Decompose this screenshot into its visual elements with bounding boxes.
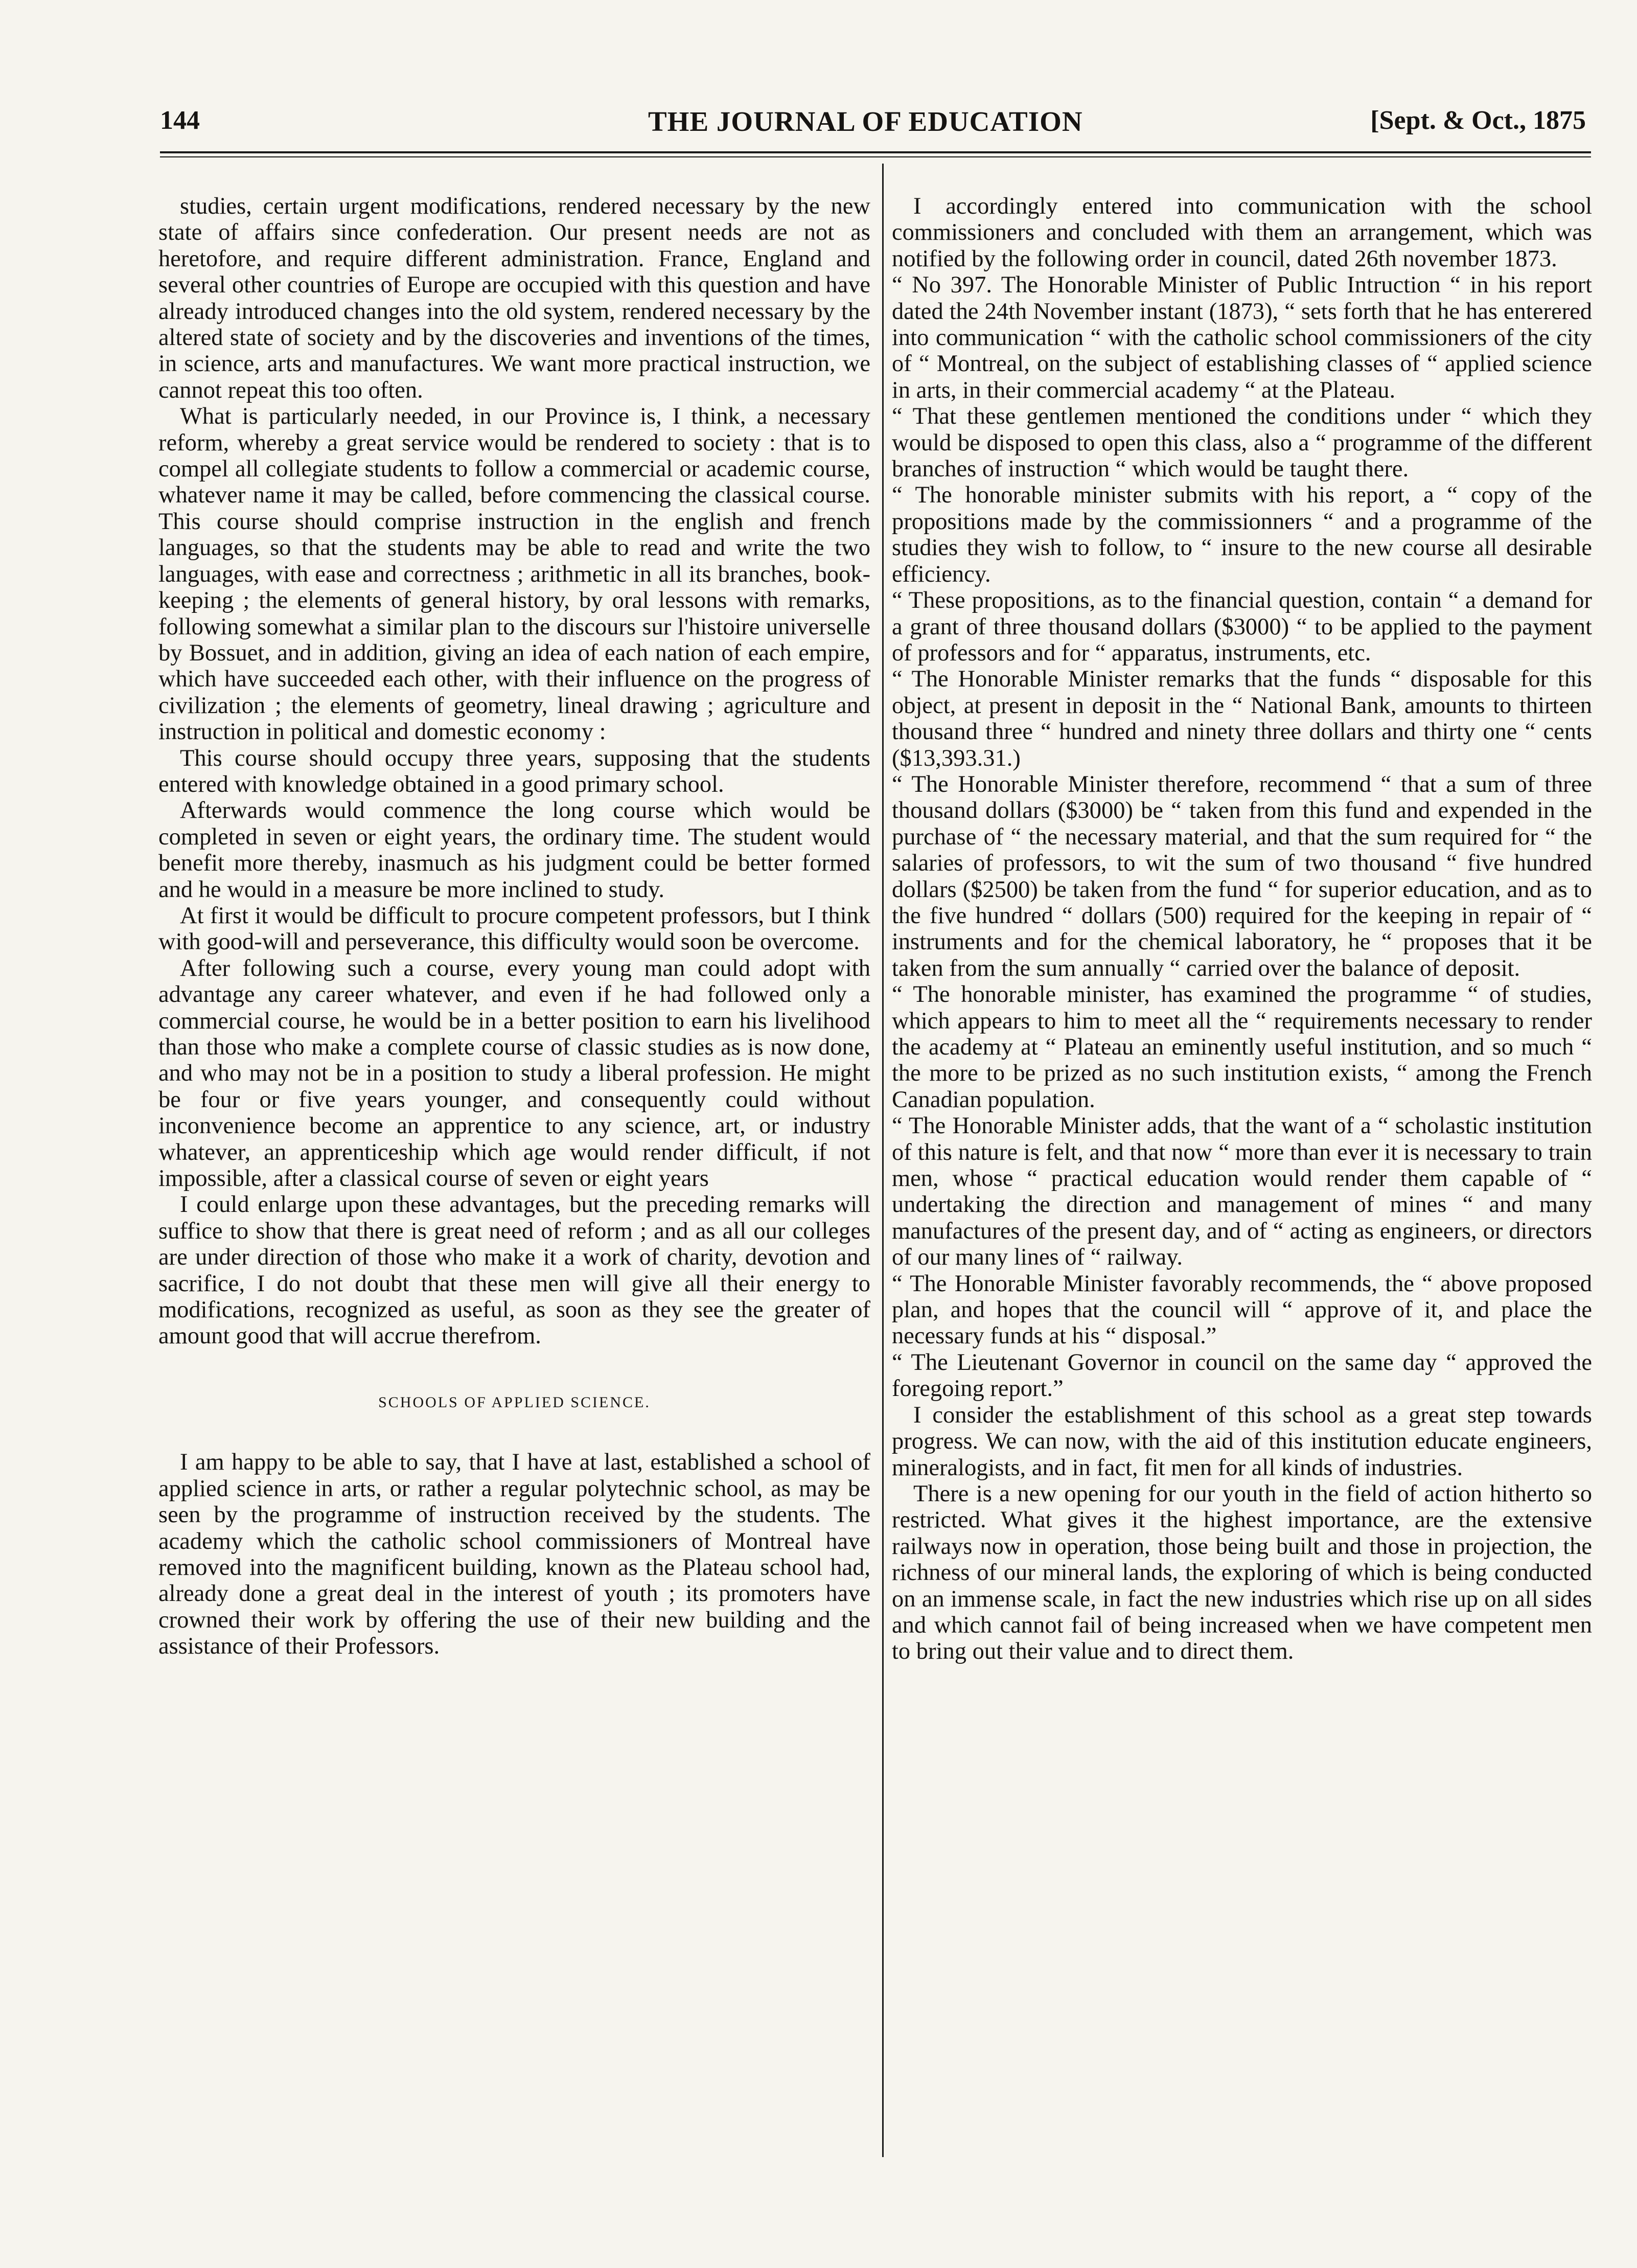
paragraph: What is particularly needed, in our Province is, I think, a necessary reform, whereby a great service would be rendered to society : that is to compel all collegiate students to follow a commercial or academic course, whatever name it may be called, before commencing the classical course. This course should comprise instruction in the english and french languages, so that the students may be able to read and write the two languages, with ease and correctness ; arithmetic in all its branches, book-keeping ; the elements of general history, by oral lessons with remarks, following somewhat a similar plan to the discours sur l'histoire universelle by Bossuet, and in addition, giving an idea of each nation of each empire, which have succeeded each other, with their influence on the progress of civilization ; the elements of geometry, lineal drawing ; agriculture and instruction in political and domestic economy : <box>158 403 870 745</box>
header-rule-thin <box>160 156 1591 157</box>
issue-date: [Sept. & Oct., 1875 <box>1370 106 1586 135</box>
page-header <box>160 105 1591 141</box>
header-rule <box>160 151 1591 153</box>
right-column <box>892 193 1592 1665</box>
paragraph: There is a new opening for our youth in the field of action hitherto so restricted. What gives it the highest importance, are the extensive railways now in operation, those being built and those in projection, the richness of our mineral lands, the exploring of which is being conducted on an immense scale, in fact the new industries which rise up on all sides and which cannot fail of being increased when we have competent men to bring out their value and to direct them. <box>892 1480 1592 1665</box>
left-column <box>158 193 870 1660</box>
quoted-paragraph: “ The honorable minister submits with his report, a “ copy of the propositions made by the commissionners “ and a programme of the studies they wish to follow, to “ insure to the new course all desirable efficiency. <box>892 482 1592 587</box>
quoted-paragraph: “ The Honorable Minister remarks that the funds “ disposable for this object, at present in deposit in the “ National Bank, amounts to thirteen thousand three “ hundred and ninety three dollars and thirty one “ cents ($13,393.31.) <box>892 666 1592 771</box>
paragraph: I am happy to be able to say, that I have at last, established a school of applied science in arts, or rather a regular polytechnic school, as may be seen by the programme of instruction received by the students. The academy which the catholic school commissioners of Montreal have removed into the magnificent building, known as the Plateau school had, already done a great deal in the interest of youth ; its promoters have crowned their work by offering the use of their new building and the assistance of their Professors. <box>158 1449 870 1660</box>
column-divider <box>882 164 884 2157</box>
quoted-paragraph: “ These propositions, as to the financial question, contain “ a demand for a grant of three thousand dollars ($3000) “ to be applied to the payment of professors and for “ apparatus, instruments, etc. <box>892 587 1592 666</box>
paragraph: I consider the establishment of this school as a great step towards progress. We can now, with the aid of this institution educate engineers, mineralogists, and in fact, fit men for all kinds of industries. <box>892 1402 1592 1481</box>
quoted-paragraph: “ The Lieutenant Governor in council on the same day “ approved the foregoing report.” <box>892 1349 1592 1402</box>
quoted-paragraph: “ The honorable minister, has examined the programme “ of studies, which appears to him to meet all the “ requirements necessary to render the academy at “ Plateau an eminently useful institution, and so much “ the more to be prized as no such institution exists, “ among the French Canadian population. <box>892 981 1592 1113</box>
paragraph: I accordingly entered into communication with the school commissioners and concluded with them an arrangement, which was notified by the following order in council, dated 26th november 1873. <box>892 193 1592 272</box>
quoted-paragraph: “ No 397. The Honorable Minister of Public Intruction “ in his report dated the 24th November instant (1873), “ sets forth that he has enterered into communication “ with the catholic school commissioners of the city of “ Montreal, on the subject of establishing classes of “ applied science in arts, in their commercial academy “ at the Plateau. <box>892 272 1592 403</box>
paragraph: Afterwards would commence the long course which would be completed in seven or eight years, the ordinary time. The student would benefit more thereby, inasmuch as his judgment could be better formed and he would in a measure be more inclined to study. <box>158 797 870 903</box>
paragraph: studies, certain urgent modifications, rendered necessary by the new state of affairs since confederation. Our present needs are not as heretofore, and require different administration. France, England and several other countries of Europe are occupied with this question and have already introduced changes into the old system, rendered necessary by the altered state of society and by the discoveries and inventions of the times, in science, arts and manufactures. We want more practical instruction, we cannot repeat this too often. <box>158 193 870 403</box>
quoted-paragraph: “ The Honorable Minister favorably recommends, the “ above proposed plan, and hopes that the council will “ approve of it, and place the necessary funds at his “ disposal.” <box>892 1270 1592 1349</box>
section-heading: SCHOOLS OF APPLIED SCIENCE. <box>378 1393 651 1411</box>
journal-title: THE JOURNAL OF EDUCATION <box>648 106 1083 137</box>
quoted-paragraph: “ That these gentlemen mentioned the conditions under “ which they would be disposed to open this class, also a “ programme of the different branches of instruction “ which would be taught there. <box>892 403 1592 483</box>
quoted-paragraph: “ The Honorable Minister therefore, recommend “ that a sum of three thousand dollars ($3000) be “ taken from this fund and expended in the purchase of “ the necessary material, and that the sum required for “ the salaries of professors, to wit the sum of two thousand “ five hundred dollars ($2500) be taken from the fund “ for superior education, and as to the five hundred “ dollars (500) required for the keeping in repair of “ instruments and for the chemical laboratory, he “ proposes that it be taken from the sum annually “ carried over the balance of deposit. <box>892 771 1592 981</box>
paragraph: At first it would be difficult to procure competent professors, but I think with good-will and perseverance, this difficulty would soon be overcome. <box>158 902 870 955</box>
paragraph: After following such a course, every young man could adopt with advantage any career whatever, and even if he had followed only a commercial course, he would be in a better position to earn his livelihood than those who make a complete course of classic studies as is now done, and who may not be in a position to study a liberal profession. He might be four or five years younger, and consequently could without inconvenience become an apprentice to any science, art, or industry whatever, an apprenticeship which age would render difficult, if not impossible, after a classical course of seven or eight years <box>158 955 870 1192</box>
quoted-paragraph: “ The Honorable Minister adds, that the want of a “ scholastic institution of this nature is felt, and that now “ more than ever it is necessary to train men, whose “ practical education would render them capable of “ undertaking the direction and management of mines “ and many manufactures of the present day, and of “ acting as engineers, or directors of our many lines of “ railway. <box>892 1113 1592 1271</box>
paragraph: I could enlarge upon these advantages, but the preceding remarks will suffice to show that there is great need of reform ; and as all our colleges are under direction of those who make it a work of charity, devotion and sacrifice, I do not doubt that these men will give all their energy to modifications, recognized as useful, as soon as they see the greater of amount good that will accrue therefrom. <box>158 1192 870 1349</box>
paragraph: This course should occupy three years, supposing that the students entered with knowledge obtained in a good primary school. <box>158 745 870 797</box>
page-number: 144 <box>160 106 200 135</box>
